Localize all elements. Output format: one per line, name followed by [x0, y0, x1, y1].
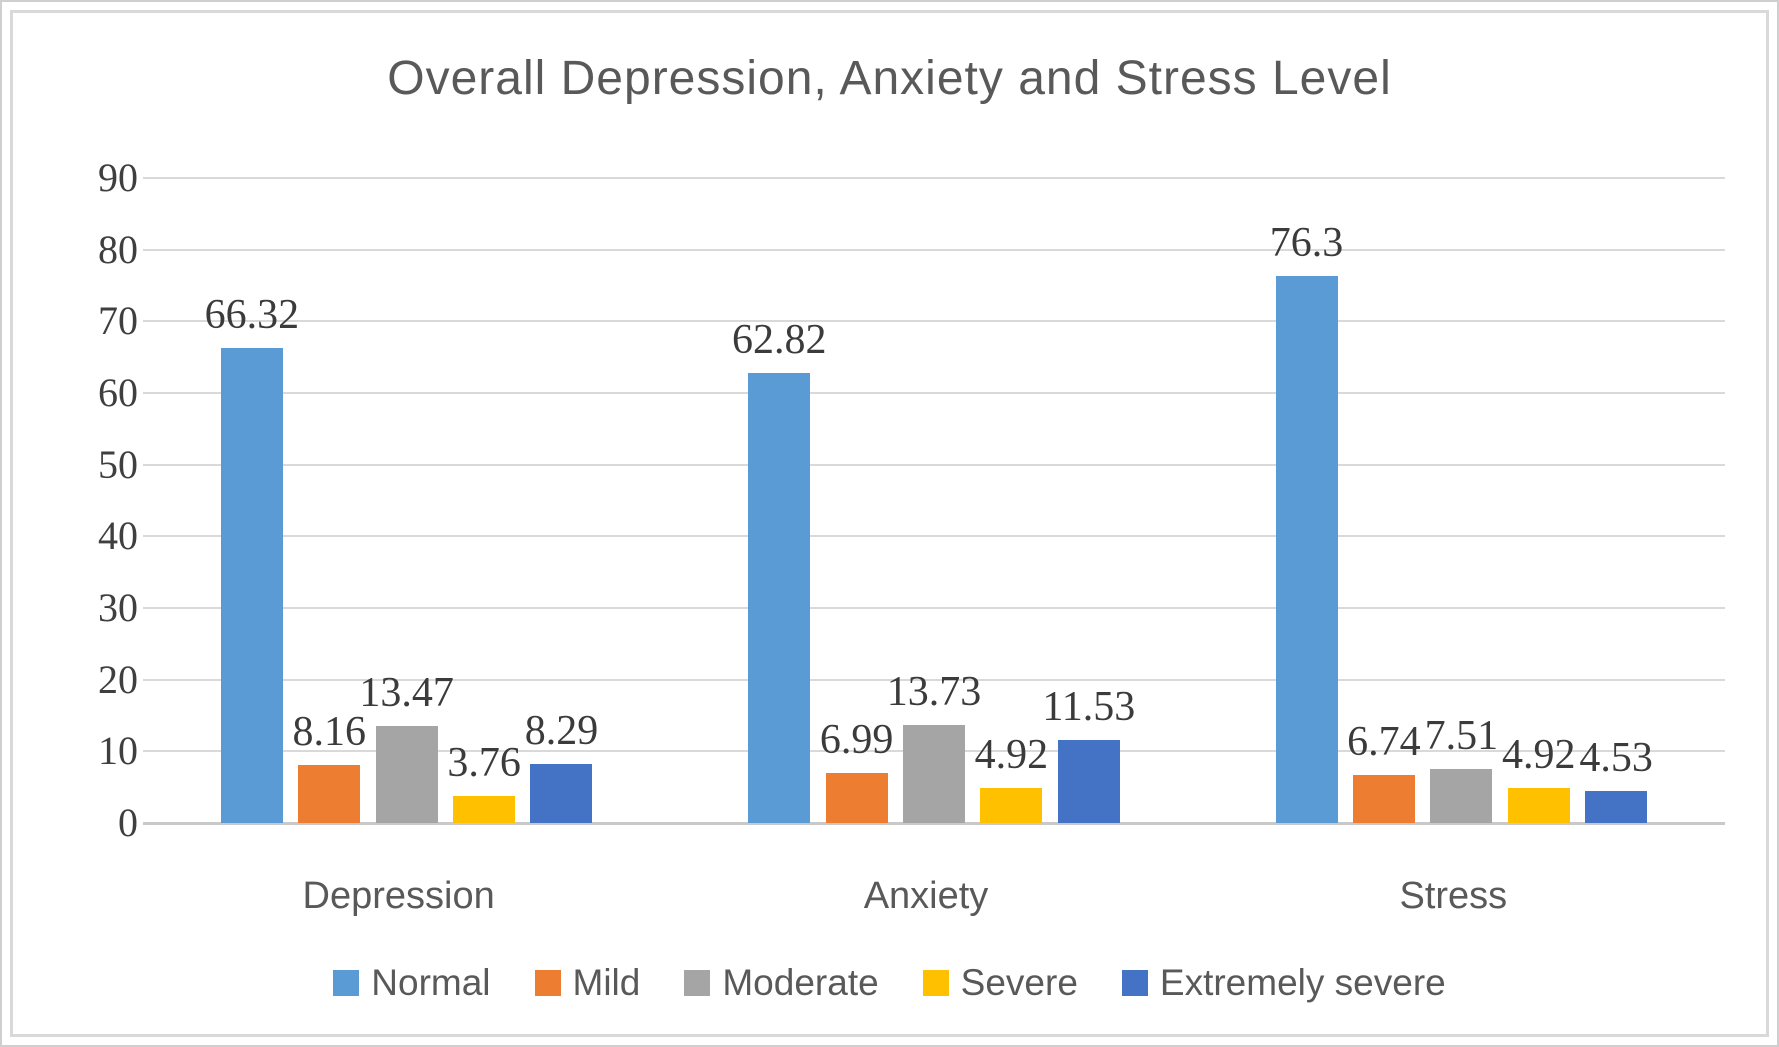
legend-label-mild: Mild [572, 962, 641, 1003]
bar-normal-depression [221, 348, 283, 823]
gridline-80 [143, 249, 1725, 251]
legend-label-severe: Severe [960, 962, 1078, 1003]
gridline-40 [143, 535, 1725, 537]
data-label-normal-anxiety: 62.82 [731, 316, 827, 363]
y-tick-label-30: 30 [98, 585, 138, 630]
bar-moderate-stress [1430, 769, 1492, 823]
legend-item-normal [333, 962, 490, 1004]
data-label-severe-anxiety: 4.92 [974, 731, 1049, 778]
legend-label-normal: Normal [371, 962, 491, 1003]
bar-mild-anxiety [826, 773, 888, 823]
legend [13, 955, 1766, 1011]
bar-extremely-severe-anxiety [1058, 740, 1120, 823]
bar-moderate-depression [376, 726, 438, 823]
bar-normal-stress [1276, 276, 1338, 823]
bar-normal-anxiety [748, 373, 810, 823]
y-tick-label-20: 20 [98, 656, 138, 702]
gridline-90 [143, 177, 1725, 179]
data-label-extremely-severe-depression: 8.29 [524, 707, 599, 754]
y-tick-label-60: 60 [98, 370, 138, 415]
bar-extremely-severe-stress [1585, 791, 1647, 823]
y-tick-label-70: 70 [98, 298, 138, 344]
data-label-extremely-severe-anxiety: 11.53 [1042, 684, 1136, 731]
bar-mild-stress [1353, 775, 1415, 823]
legend-swatch-icon [333, 970, 359, 996]
chart-title: Overall Depression, Anxiety and Stress Level [387, 52, 1392, 105]
data-label-moderate-anxiety: 13.73 [886, 668, 982, 715]
bar-extremely-severe-depression [530, 764, 592, 823]
y-tick-label-50: 50 [98, 441, 138, 487]
legend-item-moderate [684, 962, 878, 1004]
gridline-50 [143, 464, 1725, 466]
y-tick-label-10: 10 [98, 728, 138, 774]
bar-severe-depression [453, 796, 515, 823]
category-label-anxiety: Anxiety [863, 875, 989, 917]
category-label-stress: Stress [1399, 875, 1508, 917]
data-label-mild-stress: 6.74 [1347, 718, 1421, 765]
legend-item-severe [923, 962, 1078, 1004]
legend-item-extremely-severe [1122, 962, 1446, 1004]
data-label-severe-stress: 4.92 [1501, 731, 1576, 778]
gridline-70 [143, 320, 1725, 322]
legend-swatch-icon [684, 970, 710, 996]
gridline-60 [143, 392, 1725, 394]
bar-severe-anxiety [980, 788, 1042, 823]
data-label-normal-stress: 76.3 [1269, 220, 1344, 267]
legend-swatch-icon [923, 970, 949, 996]
legend-swatch-icon [535, 970, 561, 996]
data-label-extremely-severe-stress: 4.53 [1579, 734, 1653, 781]
data-label-mild-depression: 8.16 [292, 708, 367, 755]
legend-label-extremely-severe: Extremely severe [1159, 962, 1446, 1003]
data-label-normal-depression: 66.32 [204, 291, 300, 338]
bar-moderate-anxiety [903, 725, 965, 823]
chart-frame [10, 10, 1769, 1037]
y-tick-label-90: 90 [98, 155, 138, 200]
legend-item-mild [535, 962, 641, 1004]
plot-area [98, 155, 1725, 845]
legend-label-moderate: Moderate [722, 962, 879, 1003]
y-tick-label-0: 0 [118, 800, 138, 845]
legend-swatch-icon [1122, 970, 1148, 996]
data-label-moderate-depression: 13.47 [359, 670, 454, 717]
bar-mild-depression [298, 765, 360, 823]
data-label-severe-depression: 3.76 [447, 740, 521, 787]
data-label-mild-anxiety: 6.99 [819, 716, 894, 763]
category-label-depression: Depression [302, 875, 495, 917]
y-tick-label-40: 40 [98, 513, 138, 559]
bar-severe-stress [1508, 788, 1570, 823]
gridline-30 [143, 607, 1725, 609]
y-tick-label-80: 80 [98, 226, 138, 272]
data-label-moderate-stress: 7.51 [1424, 713, 1499, 760]
